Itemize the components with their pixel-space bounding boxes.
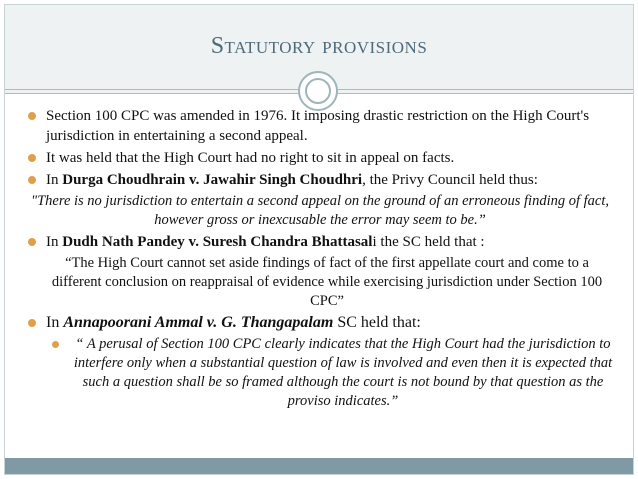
bullet-suffix: i the SC held that :	[372, 234, 485, 250]
bullet-text: Section 100 CPC was amended in 1976. It imposing drastic restriction on the High Court's jurisdiction in entertaining a second appeal.	[46, 108, 590, 144]
circle-ornament-icon	[298, 71, 338, 111]
bullet-prefix: In	[46, 314, 64, 331]
bullet-item	[22, 170, 622, 190]
case-quote: "There is no jurisdiction to entertain a second appeal on the ground of an erroneous finding of fact, however gross or inexcusable the error may seem to be.”	[31, 193, 609, 228]
bullet-prefix: In	[46, 172, 63, 188]
bullet-item	[22, 106, 622, 146]
bullet-dot-icon	[28, 319, 36, 327]
case-quote: “The High Court cannot set aside findings of fact of the first appellate court and come to a different conclusion on reappraisal of evidence while exercising jurisdiction under Section 100 CPC”	[51, 255, 603, 309]
sub-bullet-quote	[22, 335, 622, 411]
sub-bullet-dot-icon	[52, 341, 59, 348]
case-name: Durga Choudhrain v. Jawahir Singh Choudhri	[62, 172, 363, 188]
bullet-item	[22, 232, 622, 252]
bullet-text: It was held that the High Court had no right to sit in appeal on facts.	[46, 150, 455, 166]
bullet-dot-icon	[28, 112, 36, 120]
footer-bar	[5, 458, 633, 474]
sub-quote-text: “ A perusal of Section 100 CPC clearly indicates that the High Court had the jurisdiction to interfere only when a substantial question of law is involved and even then it is expected that such a question shall be so framed although the court is not bound by that question as the proviso indicates.”	[73, 336, 613, 409]
bullet-dot-icon	[28, 238, 36, 246]
bullet-prefix: In	[46, 234, 63, 250]
bullet-dot-icon	[28, 154, 36, 162]
bullet-suffix: SC held that:	[333, 314, 421, 331]
case-name: Annapoorani Ammal v. G. Thangapalam	[63, 314, 334, 331]
bullet-item	[22, 313, 622, 333]
bullet-suffix: , the Privy Council held thus:	[362, 172, 538, 188]
slide-title: Statutory provisions	[210, 33, 428, 59]
case-name: Dudh Nath Pandey v. Suresh Chandra Bhattasal	[62, 234, 373, 250]
bullet-item	[22, 148, 622, 168]
slide-content	[22, 106, 622, 411]
bullet-dot-icon	[28, 176, 36, 184]
